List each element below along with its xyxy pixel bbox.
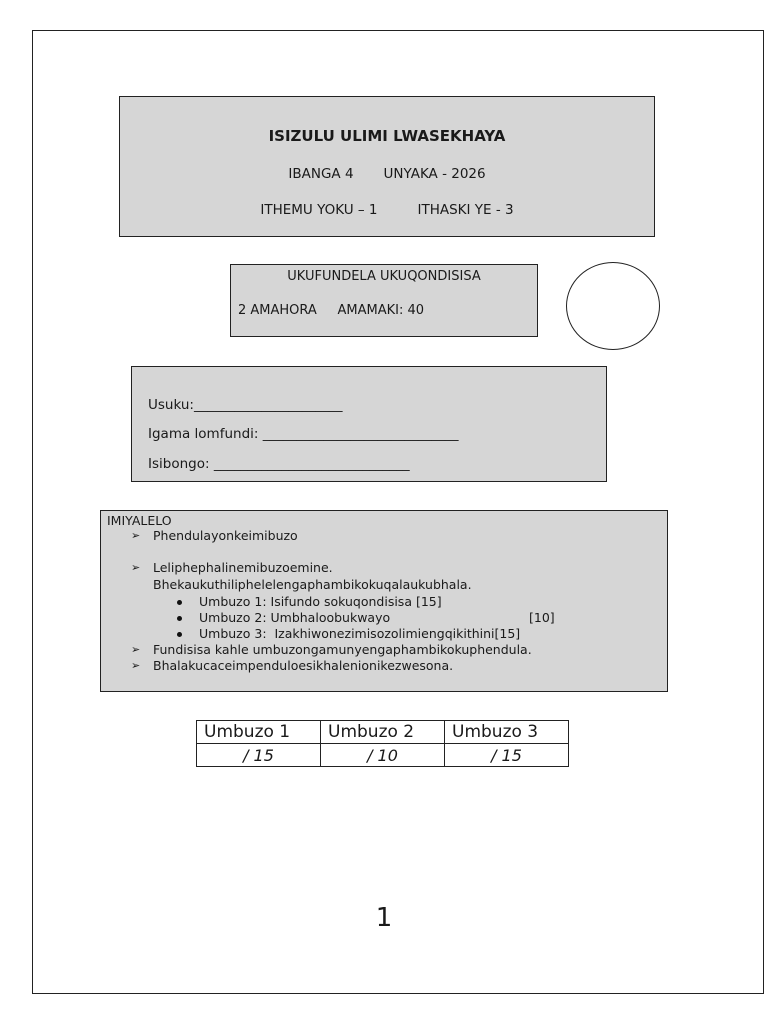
instruction-item: Bhalakucaceimpenduloesikhalenionikezwesona.: [153, 658, 454, 673]
duration-marks-row: [238, 303, 424, 318]
score-value-row: [197, 744, 569, 767]
bullet-dot-icon: [177, 616, 182, 621]
total-marks-label: AMAMAKI: 40: [337, 303, 425, 318]
score-table: [196, 720, 569, 767]
question-item: Umbuzo 3: Izakhiwonezimisozolimiengqikithini[15]: [199, 626, 521, 641]
instruction-item: Phendulayonkeimibuzo: [153, 528, 298, 543]
date-field[interactable]: Usuku:______________________: [148, 397, 343, 413]
score-value-cell[interactable]: / 10: [321, 744, 445, 767]
score-header-cell: Umbuzo 3: [445, 721, 569, 744]
instructions-box: [100, 510, 668, 692]
duration-label: 2 AMAHORA: [238, 303, 317, 318]
score-value-cell[interactable]: / 15: [445, 744, 569, 767]
student-details-box: [131, 366, 607, 482]
arrow-bullet-icon: ➢: [131, 643, 141, 656]
instruction-item: Leliphephalinemibuzoemine.: [153, 560, 333, 575]
question-marks: [10]: [529, 610, 555, 625]
bullet-dot-icon: [177, 632, 182, 637]
paper-info-box: [230, 264, 538, 337]
page-number: 1: [375, 903, 393, 933]
paper-name: UKUFUNDELA UKUQONDISISA: [287, 269, 481, 284]
score-header-cell: Umbuzo 1: [197, 721, 321, 744]
grade-year-row: [120, 166, 654, 182]
instruction-item: Bhekaukuthiliphelelengaphambikokuqalaukubhala.: [153, 577, 472, 592]
subject-title: ISIZULU ULIMI LWASEKHAYA: [268, 127, 506, 145]
instructions-heading: IMIYALELO: [107, 513, 172, 528]
score-header-row: [197, 721, 569, 744]
task-label: ITHASKI YE - 3: [417, 202, 514, 218]
question-item: Umbuzo 2: Umbhaloobukwayo: [199, 610, 391, 625]
title-box: [119, 96, 655, 237]
year-label: UNYAKA - 2026: [383, 166, 486, 182]
score-header-cell: Umbuzo 2: [321, 721, 445, 744]
arrow-bullet-icon: ➢: [131, 529, 141, 542]
surname-field[interactable]: Isibongo: _____________________________: [148, 456, 410, 472]
student-name-field[interactable]: Igama lomfundi: _____________________________: [148, 426, 459, 442]
instruction-item: Fundisisa kahle umbuzongamunyengaphambikokuphendula.: [153, 642, 532, 657]
arrow-bullet-icon: ➢: [131, 561, 141, 574]
bullet-dot-icon: [177, 600, 182, 605]
grade-label: IBANGA 4: [288, 166, 354, 182]
score-value-cell[interactable]: / 15: [197, 744, 321, 767]
arrow-bullet-icon: ➢: [131, 659, 141, 672]
term-task-row: [120, 202, 654, 218]
question-item: Umbuzo 1: Isifundo sokuqondisisa [15]: [199, 594, 442, 609]
mark-circle: [566, 262, 660, 350]
term-label: ITHEMU YOKU – 1: [260, 202, 378, 218]
